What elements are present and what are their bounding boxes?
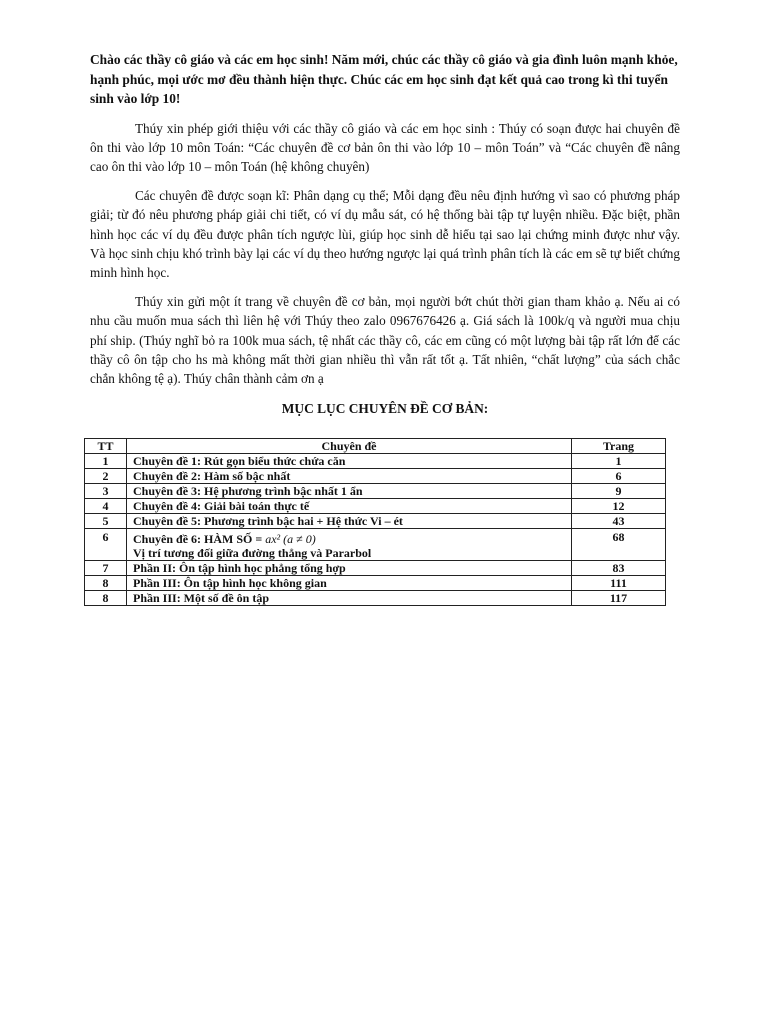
row-tt: 7 — [85, 561, 127, 576]
toc-header-tt: TT — [85, 439, 127, 454]
document-page — [90, 50, 680, 429]
table-row — [85, 454, 666, 469]
toc-header-topic: Chuyên đề — [127, 439, 572, 454]
row-page: 117 — [572, 591, 666, 606]
row-tt: 6 — [85, 529, 127, 561]
row-topic: Phần III: Một số đề ôn tập — [127, 591, 572, 606]
row-page: 68 — [572, 529, 666, 561]
row-topic: Chuyên đề 2: Hàm số bậc nhất — [127, 469, 572, 484]
row-tt: 1 — [85, 454, 127, 469]
toc-title: MỤC LỤC CHUYÊN ĐỀ CƠ BẢN: — [281, 401, 489, 417]
row-page: 43 — [572, 514, 666, 529]
row-topic: Chuyên đề 3: Hệ phương trình bậc nhất 1 ẩn — [127, 484, 572, 499]
row-topic-line1: Chuyên đề 6: HÀM SỐ = — [133, 532, 263, 546]
row-tt: 8 — [85, 591, 127, 606]
row-page: 83 — [572, 561, 666, 576]
table-row — [85, 469, 666, 484]
purchase-paragraph: Thúy xin gửi một ít trang về chuyên đề cơ bản, mọi người bớt chút thời gian tham khảo ạ. Nếu ai có nhu cầu muốn mua sách thì liên hệ với Thúy theo zalo 0967676426 ạ. Giá sách là 100k/q và người mua chịu phí ship. (Thúy nghĩ bỏ ra 100k mua sách, tệ nhất các thầy cô, các em cũng có một lượng bài tập rất lớn để các thầy cô ôn tập cho hs mà không mất thời gian nhiều thì vẫn rất tốt ạ. Tất nhiên, “chất lượng” của sách chắc chắn không tệ ạ). Thúy chân thành cảm ơn ạ — [90, 294, 680, 386]
row-topic: Chuyên đề 1: Rút gọn biểu thức chứa căn — [127, 454, 572, 469]
row-page: 12 — [572, 499, 666, 514]
table-row — [85, 529, 666, 561]
row-topic-multiline — [127, 529, 572, 561]
row-topic: Phần II: Ôn tập hình học phẳng tổng hợp — [127, 561, 572, 576]
row-page: 6 — [572, 469, 666, 484]
row-topic-line2: Vị trí tương đối giữa đường thẳng và Pararbol — [133, 546, 372, 560]
greeting-text: Chào các thầy cô giáo và các em học sinh! Năm mới, chúc các thầy cô giáo và gia đình luôn mạnh khỏe, hạnh phúc, mọi ước mơ đều thành hiện thực. Chúc các em học sinh đạt kết quả cao trong kì thi tuyển sinh vào lớp 10! — [90, 52, 678, 106]
row-topic: Chuyên đề 5: Phương trình bậc hai + Hệ thức Vi – ét — [127, 514, 572, 529]
row-tt: 2 — [85, 469, 127, 484]
toc-header-page: Trang — [572, 439, 666, 454]
row-tt: 8 — [85, 576, 127, 591]
toc-header-row — [85, 439, 666, 454]
table-row — [85, 484, 666, 499]
row-page: 9 — [572, 484, 666, 499]
row-tt: 5 — [85, 514, 127, 529]
row-topic: Phần III: Ôn tập hình học không gian — [127, 576, 572, 591]
row-tt: 4 — [85, 499, 127, 514]
description-paragraph: Các chuyên đề được soạn kĩ: Phân dạng cụ thể; Mỗi dạng đều nêu định hướng vì sao có phương pháp giải; từ đó nêu phương pháp giải chi tiết, có ví dụ mẫu sát, có hệ thống bài tập tự luyện nhiều. Đặc biệt, phần hình học các ví dụ đều được phân tích ngược lùi, giúp học sinh dễ hiểu tại sao lại chứng minh được như vậy. Và học sinh chịu khó trình bày lại các ví dụ theo hướng ngược lại quá trình phân tích là các em sẽ tự biết chứng minh hình học. — [90, 188, 680, 280]
formula-text: ax² (a ≠ 0) — [265, 532, 316, 546]
row-topic: Chuyên đề 4: Giải bài toán thực tế — [127, 499, 572, 514]
toc-table — [84, 438, 666, 606]
row-page: 111 — [572, 576, 666, 591]
table-row — [85, 499, 666, 514]
table-row — [85, 514, 666, 529]
intro-paragraph: Thúy xin phép giới thiệu với các thầy cô giáo và các em học sinh : Thúy có soạn được hai chuyên đề ôn thi vào lớp 10 môn Toán: “Các chuyên đề cơ bản ôn thi vào lớp 10 – môn Toán” và “Các chuyên đề nâng cao ôn thi vào lớp 10 – môn Toán (hệ không chuyên) — [90, 120, 680, 174]
table-row — [85, 591, 666, 606]
table-row — [85, 561, 666, 576]
row-page: 1 — [572, 454, 666, 469]
row-tt: 3 — [85, 484, 127, 499]
table-row — [85, 576, 666, 591]
